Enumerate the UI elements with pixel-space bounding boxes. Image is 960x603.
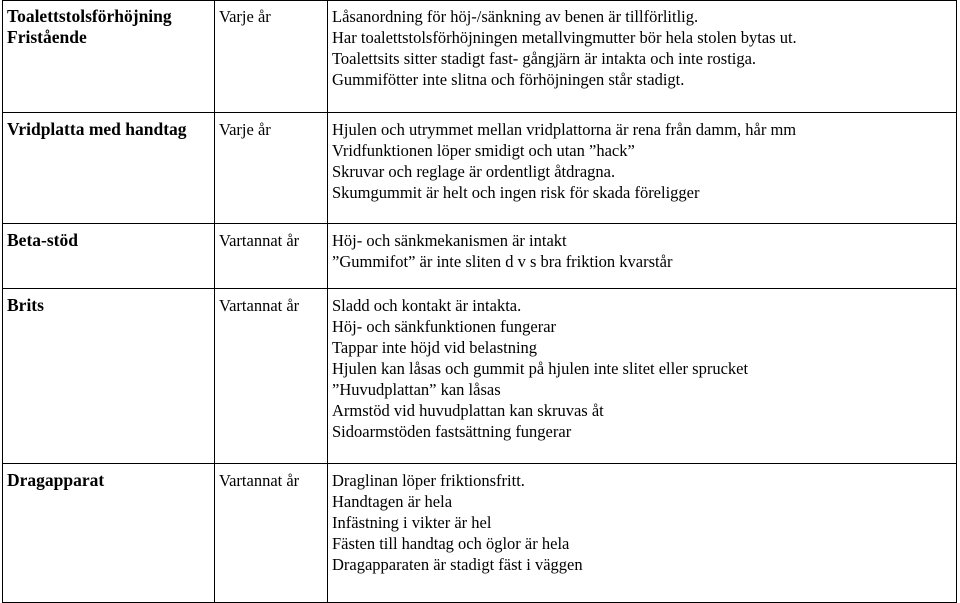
interval-cell xyxy=(215,113,328,224)
interval-text: Varje år xyxy=(219,120,271,139)
check-item: Skruvar och reglage är ordentligt åtdragna. xyxy=(332,162,616,181)
equipment-name: Fristående xyxy=(7,27,87,47)
check-item: Hjulen kan låsas och gummit på hjulen inte slitet eller sprucket xyxy=(332,359,749,378)
check-items-cell xyxy=(328,464,957,603)
check-items-cell xyxy=(328,1,957,113)
check-items-cell xyxy=(328,113,957,224)
equipment-name: Brits xyxy=(7,295,44,315)
table-row xyxy=(3,464,957,603)
check-item: Armstöd vid huvudplattan kan skruvas åt xyxy=(332,401,604,420)
check-item: ”Huvudplattan” kan låsas xyxy=(332,380,501,399)
equipment-name: Beta-stöd xyxy=(7,230,78,250)
interval-cell xyxy=(215,224,328,289)
table-row xyxy=(3,289,957,464)
check-items-cell xyxy=(328,289,957,464)
equipment-name-cell xyxy=(3,224,215,289)
check-item: Infästning i vikter är hel xyxy=(332,513,492,532)
check-item: Draglinan löper friktionsfritt. xyxy=(332,471,525,490)
check-item: Toalettsits sitter stadigt fast- gångjärn är intakta och inte rostiga. xyxy=(332,49,757,68)
interval-text: Vartannat år xyxy=(219,296,300,315)
check-item: Hjulen och utrymmet mellan vridplattorna är rena från damm, hår mm xyxy=(332,120,797,139)
check-item: Tappar inte höjd vid belastning xyxy=(332,338,538,357)
check-item: Höj- och sänkmekanismen är intakt xyxy=(332,231,567,250)
check-item: Skumgummit är helt och ingen risk för skada föreligger xyxy=(332,183,700,202)
equipment-name: Toalettstolsförhöjning xyxy=(7,6,172,26)
equipment-name-cell xyxy=(3,464,215,603)
equipment-name-cell xyxy=(3,289,215,464)
maintenance-checklist-table xyxy=(2,0,957,603)
check-item: Sladd och kontakt är intakta. xyxy=(332,296,522,315)
interval-text: Varje år xyxy=(219,7,271,26)
interval-cell xyxy=(215,1,328,113)
equipment-name-cell xyxy=(3,113,215,224)
interval-cell xyxy=(215,464,328,603)
check-item: Dragapparaten är stadigt fäst i väggen xyxy=(332,555,583,574)
interval-text: Vartannat år xyxy=(219,471,300,490)
equipment-name-cell xyxy=(3,1,215,113)
check-item: Gummifötter inte slitna och förhöjningen står stadigt. xyxy=(332,70,685,89)
interval-text: Vartannat år xyxy=(219,231,300,250)
check-item: Fästen till handtag och öglor är hela xyxy=(332,534,570,553)
table-row xyxy=(3,113,957,224)
equipment-name: Vridplatta med handtag xyxy=(7,119,187,139)
check-item: Låsanordning för höj-/sänkning av benen är tillförlitlig. xyxy=(332,7,699,26)
check-items-cell xyxy=(328,224,957,289)
equipment-name: Dragapparat xyxy=(7,470,105,490)
check-item: ”Gummifot” är inte sliten d v s bra friktion kvarstår xyxy=(332,252,673,271)
table-row xyxy=(3,224,957,289)
check-item: Handtagen är hela xyxy=(332,492,453,511)
interval-cell xyxy=(215,289,328,464)
check-item: Vridfunktionen löper smidigt och utan ”hack” xyxy=(332,141,635,160)
check-item: Sidoarmstöden fastsättning fungerar xyxy=(332,422,572,441)
check-item: Har toalettstolsförhöjningen metallvingmutter bör hela stolen bytas ut. xyxy=(332,28,797,47)
table-row xyxy=(3,1,957,113)
check-item: Höj- och sänkfunktionen fungerar xyxy=(332,317,557,336)
